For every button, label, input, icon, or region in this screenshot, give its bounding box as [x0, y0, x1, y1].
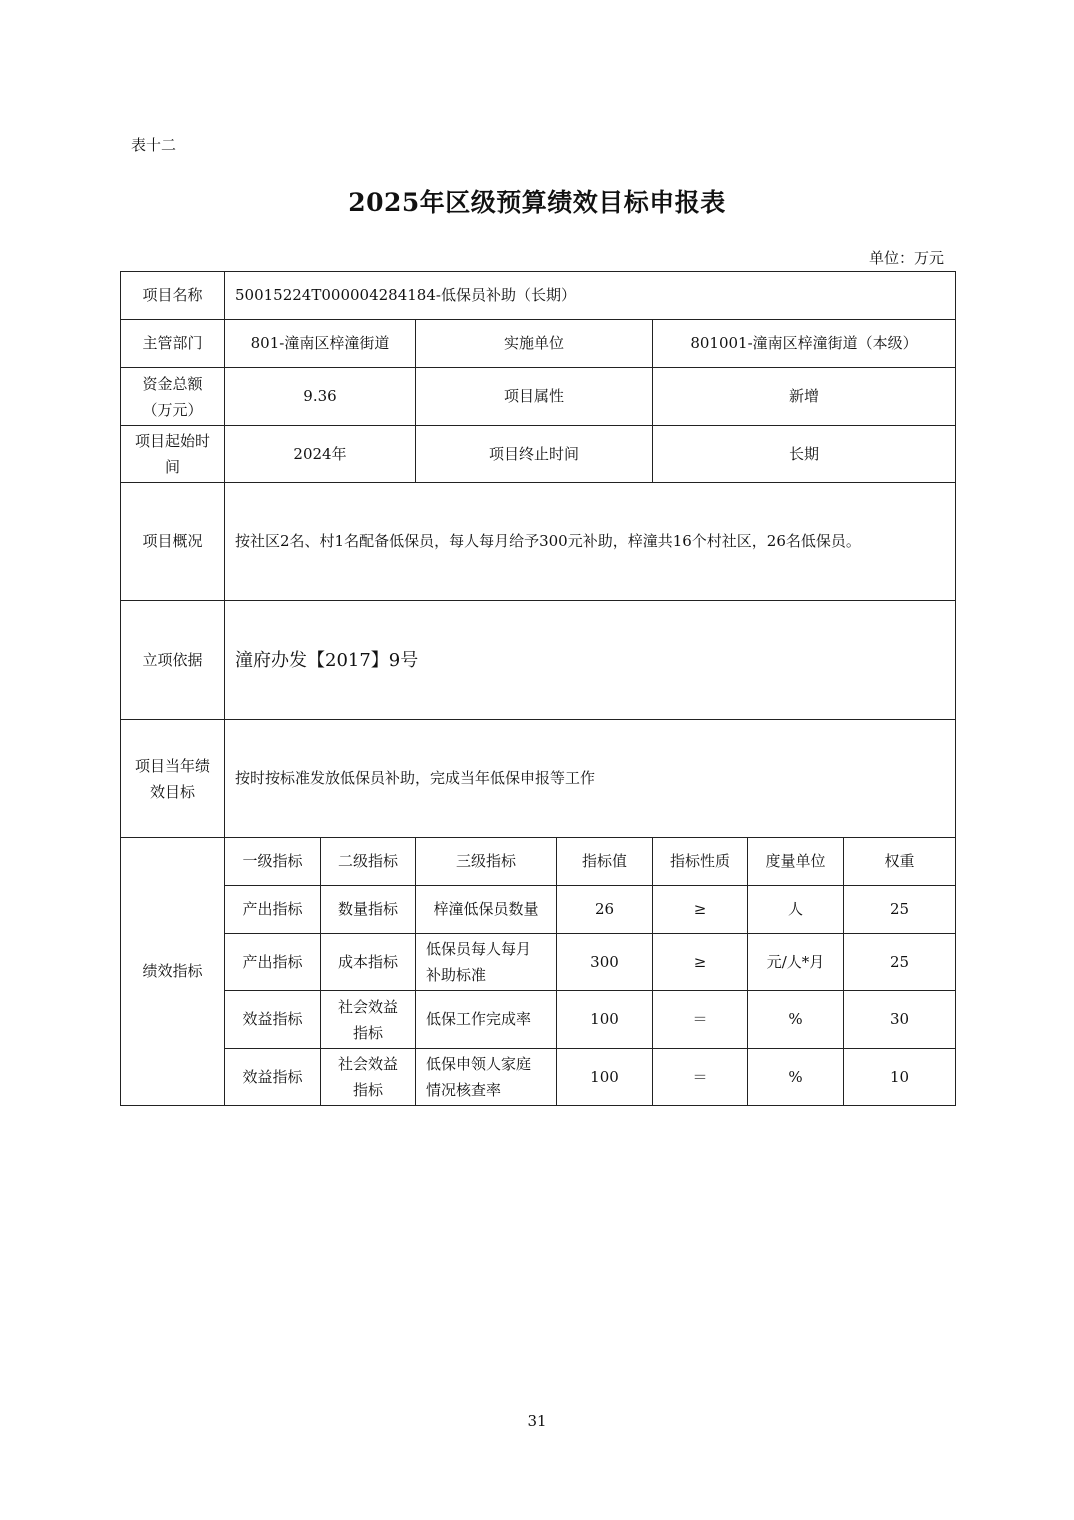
- indicator-weight: 10: [844, 1049, 956, 1106]
- indicators-section-label: 绩效指标: [121, 838, 225, 1106]
- overview-label: 项目概况: [121, 483, 225, 601]
- annual-goal-label-line2: 效目标: [149, 782, 195, 801]
- project-attribute-label: 项目属性: [416, 368, 653, 426]
- table-row: [121, 991, 956, 1049]
- row-annual-goal: [121, 720, 956, 838]
- table-label: 表十二: [131, 136, 177, 154]
- header-level2: 二级指标: [321, 838, 416, 886]
- project-name-label: 项目名称: [121, 272, 225, 320]
- indicator-level2-line2: 指标: [352, 1081, 383, 1099]
- table-row: [121, 934, 956, 991]
- indicator-weight: 30: [844, 991, 956, 1049]
- indicator-level3: [416, 934, 557, 991]
- table-row: [121, 886, 956, 934]
- project-attribute-value: 新增: [653, 368, 956, 426]
- start-time-label: [121, 426, 225, 483]
- end-time-value: 长期: [653, 426, 956, 483]
- page-number: 31: [527, 1412, 547, 1430]
- fund-total-label-line1: 资金总额: [142, 374, 203, 393]
- indicator-level2-line1: 社会效益: [337, 1055, 398, 1073]
- row-department: [121, 320, 956, 368]
- fund-total-label-line2: （万元）: [142, 400, 203, 419]
- indicator-weight: 25: [844, 886, 956, 934]
- indicator-nature: ＝: [653, 991, 748, 1049]
- annual-goal-label: [121, 720, 225, 838]
- annual-goal-value: 按时按标准发放低保员补助，完成当年低保申报等工作: [225, 720, 956, 838]
- indicator-level2-line1: 社会效益: [337, 997, 398, 1016]
- indicator-level2: 数量指标: [321, 886, 416, 934]
- basis-value: 潼府办发【2017】9号: [225, 601, 956, 720]
- header-weight: 权重: [844, 838, 956, 886]
- department-label: 主管部门: [121, 320, 225, 368]
- indicator-unit: 元/人*月: [748, 934, 844, 991]
- header-nature: 指标性质: [653, 838, 748, 886]
- unit-note: 单位：万元: [868, 249, 944, 267]
- indicator-level3: 梓潼低保员数量: [416, 886, 557, 934]
- end-time-label: 项目终止时间: [416, 426, 653, 483]
- indicator-level3: [416, 1049, 557, 1106]
- indicator-nature: ≥: [653, 886, 748, 934]
- fund-total-value: 9.36: [225, 368, 416, 426]
- fund-total-label: [121, 368, 225, 426]
- indicator-header-row: [121, 838, 956, 886]
- row-period: [121, 426, 956, 483]
- indicator-value: 26: [557, 886, 653, 934]
- row-overview: [121, 483, 956, 601]
- indicator-level3-line1: 低保员每人每月: [426, 940, 532, 958]
- indicator-level1: 效益指标: [225, 1049, 321, 1106]
- header-value: 指标值: [557, 838, 653, 886]
- row-project-name: [121, 272, 956, 320]
- indicator-level2: [321, 1049, 416, 1106]
- indicator-weight: 25: [844, 934, 956, 991]
- overview-value: 按社区2名、村1名配备低保员，每人每月给予300元补助，梓潼共16个村社区，26名低保员。: [225, 483, 956, 601]
- indicator-level3-line1: 低保申领人家庭: [426, 1055, 532, 1073]
- basis-label: 立项依据: [121, 601, 225, 720]
- header-unit: 度量单位: [748, 838, 844, 886]
- indicator-unit: %: [748, 1049, 844, 1106]
- indicator-value: 100: [557, 991, 653, 1049]
- budget-performance-table: [120, 271, 956, 1106]
- indicator-level3-line2: 情况核查率: [426, 1081, 502, 1099]
- department-value: 801-潼南区梓潼街道: [225, 320, 416, 368]
- indicator-nature: ≥: [653, 934, 748, 991]
- implementing-unit-value: 801001-潼南区梓潼街道（本级）: [653, 320, 956, 368]
- indicator-level1: 产出指标: [225, 886, 321, 934]
- project-name-value: 50015224T000004284184-低保员补助（长期）: [225, 272, 956, 320]
- start-time-label-line1: 项目起始时: [134, 432, 210, 450]
- start-time-label-line2: 间: [164, 458, 180, 476]
- indicator-level1: 效益指标: [225, 991, 321, 1049]
- indicator-nature: ＝: [653, 1049, 748, 1106]
- row-basis: [121, 601, 956, 720]
- indicator-value: 300: [557, 934, 653, 991]
- start-time-value: 2024年: [225, 426, 416, 483]
- indicator-level2: 成本指标: [321, 934, 416, 991]
- table-row: [121, 1049, 956, 1106]
- indicator-level3: 低保工作完成率: [416, 991, 557, 1049]
- indicator-level1: 产出指标: [225, 934, 321, 991]
- document-title: 2025年区级预算绩效目标申报表: [348, 188, 726, 217]
- indicator-level2: [321, 991, 416, 1049]
- indicator-unit: %: [748, 991, 844, 1049]
- header-level1: 一级指标: [225, 838, 321, 886]
- implementing-unit-label: 实施单位: [416, 320, 653, 368]
- header-level3: 三级指标: [416, 838, 557, 886]
- indicator-value: 100: [557, 1049, 653, 1106]
- annual-goal-label-line1: 项目当年绩: [134, 756, 210, 775]
- indicator-level2-line2: 指标: [352, 1023, 383, 1042]
- indicator-unit: 人: [748, 886, 844, 934]
- row-fund: [121, 368, 956, 426]
- indicator-level3-line2: 补助标准: [426, 966, 487, 984]
